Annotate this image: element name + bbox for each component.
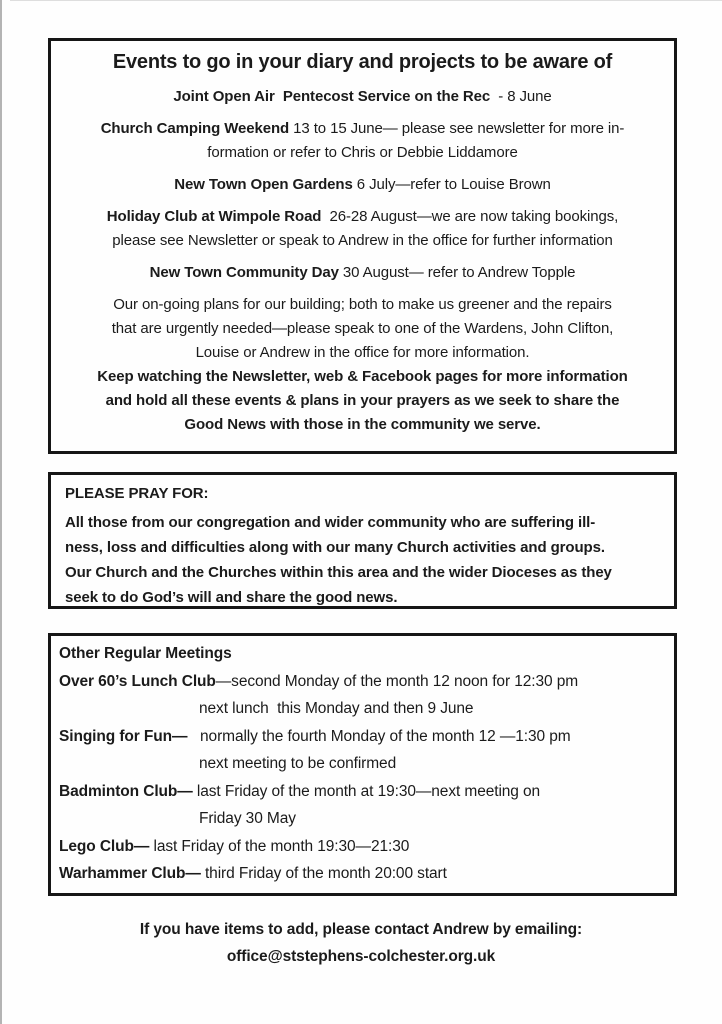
keep-watching-note	[63, 365, 662, 437]
note-text: and hold all these events & plans in your prayers as we seek to share the	[105, 392, 620, 409]
meeting-row-singing-for-fun	[59, 723, 664, 751]
footer-contact-note	[0, 916, 722, 970]
event-name: New Town Open Gardens	[174, 176, 353, 193]
meeting-row-warhammer-club	[59, 860, 664, 888]
prayer-line: Our Church and the Churches within this area and the wider Dioceses as they	[65, 564, 612, 581]
event-community-day	[63, 261, 662, 285]
event-name: Holiday Club at Wimpole Road	[106, 208, 322, 225]
event-detail: 13 to 15 June— please see newsletter for more in-	[289, 120, 625, 137]
meeting-name: Singing for Fun—	[59, 727, 188, 745]
prayer-line: ness, loss and difficulties along with our many Church activities and groups.	[65, 539, 605, 556]
event-line	[63, 117, 662, 141]
note-text: Louise or Andrew in the office for more information.	[195, 344, 530, 361]
prayer-line: seek to do God’s will and share the good news.	[65, 589, 398, 606]
event-church-camping-weekend	[63, 117, 662, 165]
scan-edge-left	[0, 0, 2, 1024]
meeting-name: Lego Club—	[59, 837, 150, 855]
meeting-name: Warhammer Club—	[59, 865, 201, 882]
event-open-gardens	[63, 173, 662, 197]
meetings-box-heading: Other Regular Meetings	[59, 645, 232, 662]
meeting-name: Over 60’s Lunch Club	[59, 672, 216, 690]
note-text: Our on-going plans for our building; both to make us greener and the repairs	[113, 296, 612, 313]
event-detail: - 8 June	[490, 88, 552, 105]
note-line	[63, 365, 662, 389]
meeting-detail: third Friday of the month 20:00 start	[200, 865, 447, 882]
events-box	[48, 38, 677, 454]
event-line	[63, 229, 662, 253]
event-line	[63, 261, 662, 285]
meeting-row-continuation	[199, 805, 664, 833]
event-name: New Town Community Day	[149, 264, 339, 281]
event-detail: please see Newsletter or speak to Andrew in the office for further information	[112, 232, 613, 249]
note-line	[63, 413, 662, 437]
event-detail: 6 July—refer to Louise Brown	[352, 176, 551, 193]
meeting-detail: normally the fourth Monday of the month 12 —1:30 pm	[187, 727, 571, 745]
note-line	[63, 293, 662, 317]
meeting-detail: last Friday of the month 19:30—21:30	[149, 837, 410, 855]
meeting-detail: next meeting to be confirmed	[199, 755, 397, 772]
building-plans-note	[63, 293, 662, 365]
event-pentecost-service	[63, 85, 662, 109]
meeting-row-lunch-club	[59, 668, 664, 696]
event-line	[63, 85, 662, 109]
events-box-title: Events to go in your diary and projects to be aware of	[112, 51, 613, 73]
event-line	[63, 141, 662, 165]
note-text: Good News with those in the community we serve.	[184, 416, 541, 433]
prayer-box-heading: PLEASE PRAY FOR:	[65, 485, 209, 502]
note-text: that are urgently needed—please speak to one of the Wardens, John Clifton,	[111, 320, 614, 337]
event-holiday-club	[63, 205, 662, 253]
meeting-detail: next lunch this Monday and then 9 June	[199, 700, 474, 717]
event-line	[63, 205, 662, 229]
event-line	[63, 173, 662, 197]
event-name: Church Camping Weekend	[100, 120, 290, 137]
note-text: Keep watching the Newsletter, web & Facebook pages for more information	[97, 368, 628, 385]
meeting-detail: —second Monday of the month 12 noon for 12:30 pm	[215, 672, 579, 690]
scan-edge-top	[10, 0, 722, 1]
note-line	[63, 317, 662, 341]
note-line	[63, 389, 662, 413]
event-detail: 30 August— refer to Andrew Topple	[338, 264, 576, 281]
prayer-box	[48, 472, 677, 609]
meeting-row-continuation	[199, 695, 664, 723]
prayer-line: All those from our congregation and wider community who are suffering ill-	[65, 514, 596, 531]
footer-contact-text: If you have items to add, please contact Andrew by emailing:	[139, 921, 583, 938]
meeting-detail: last Friday of the month at 19:30—next meeting on	[192, 782, 541, 800]
event-detail: 26-28 August—we are now taking bookings,	[321, 208, 619, 225]
note-line	[63, 341, 662, 365]
meeting-row-badminton-club	[59, 778, 664, 806]
meeting-row-continuation	[199, 750, 664, 778]
contact-email: office@ststephens-colchester.org.uk	[226, 948, 496, 965]
meetings-box	[48, 633, 677, 896]
meeting-row-lego-club	[59, 833, 664, 861]
meeting-name: Badminton Club—	[59, 782, 193, 800]
event-name: Joint Open Air Pentecost Service on the Rec	[173, 88, 491, 105]
event-detail: formation or refer to Chris or Debbie Liddamore	[207, 144, 518, 161]
meeting-detail: Friday 30 May	[199, 810, 296, 827]
